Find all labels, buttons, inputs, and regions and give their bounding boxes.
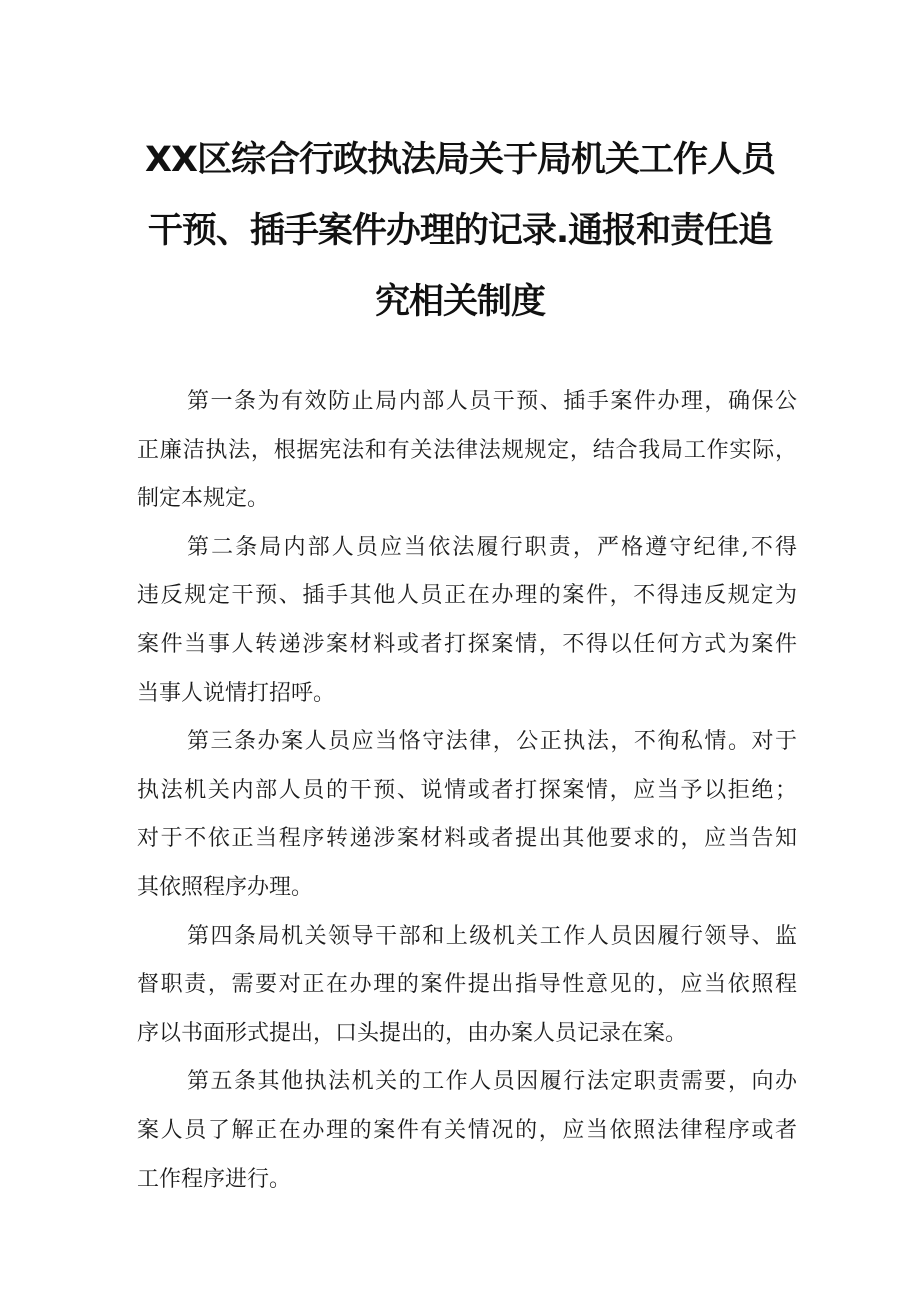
title-line: 究相关制度 — [374, 282, 545, 322]
text-line: 案件当事人转递涉案材料或者打探案情，不得以任何方式为案件 — [137, 631, 797, 657]
text-line: 工作程序进行。 — [137, 1166, 292, 1192]
document-body — [137, 378, 797, 1204]
text-line: 第四条局机关领导干部和上级机关工作人员因履行领导、监 — [187, 923, 797, 949]
article-1-paragraph — [137, 378, 797, 524]
text-line: 第五条其他执法机关的工作人员因履行法定职责需要，向办 — [187, 1069, 797, 1095]
text-line: 案人员了解正在办理的案件有关情况的，应当依照法律程序或者 — [137, 1117, 797, 1143]
text-line: 违反规定干预、插手其他人员正在办理的案件，不得违反规定为 — [137, 583, 797, 609]
text-line: 制定本规定。 — [137, 486, 270, 512]
article-5-paragraph — [137, 1058, 797, 1204]
text-line: 督职责，需要对正在办理的案件提出指导性意见的，应当依照程 — [137, 972, 797, 998]
title-line: XX区综合行政执法局关于局机关工作人员 — [145, 140, 775, 180]
text-line: 正廉洁执法，根据宪法和有关法律法规规定，结合我局工作实际， — [137, 437, 797, 463]
title-line: 干预、插手案件办理的记录.通报和责任追 — [147, 211, 773, 251]
text-line: 对于不依正当程序转递涉案材料或者提出其他要求的，应当告知 — [137, 826, 797, 852]
text-line: 第二条局内部人员应当依法履行职责，严格遵守纪律,不得 — [187, 534, 797, 560]
article-2-paragraph — [137, 524, 797, 718]
article-3-paragraph — [137, 718, 797, 912]
text-line: 执法机关内部人员的干预、说情或者打探案情，应当予以拒绝； — [137, 777, 797, 803]
text-line: 其依照程序办理。 — [137, 874, 314, 900]
text-line: 当事人说情打招呼。 — [137, 680, 336, 706]
text-line: 第一条为有效防止局内部人员干预、插手案件办理，确保公 — [187, 389, 797, 414]
text-line: 第三条办案人员应当恪守法律，公正执法，不徇私情。对于 — [187, 729, 797, 755]
text-line: 序以书面形式提出，口头提出的，由办案人员记录在案。 — [137, 1020, 688, 1046]
document-title — [120, 125, 800, 338]
article-4-paragraph — [137, 913, 797, 1059]
